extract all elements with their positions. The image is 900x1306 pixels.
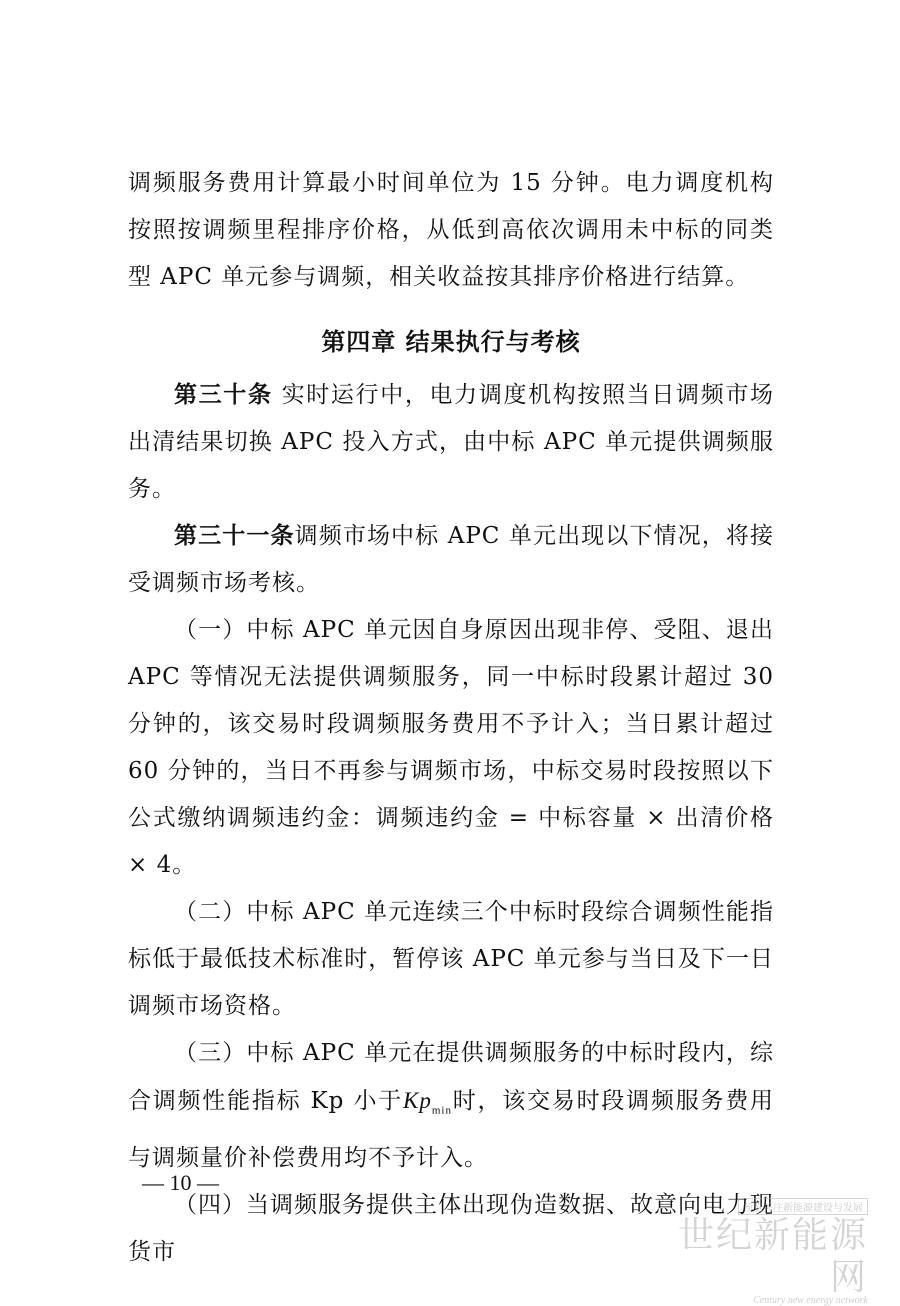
chapter-heading: 第四章 结果执行与考核 [321,328,581,356]
article-31-label: 第三十一条 [174,523,295,549]
body-text-main [128,372,774,1276]
kp-min-formula [403,1088,452,1117]
watermark-logo [658,1196,868,1306]
item-3 [128,1030,774,1182]
continued-paragraph: 调频服务费用计算最小时间单位为 15 分钟。电力调度机构按照按调频里程排序价格，从低到高依次调用未中标的同类型 APC 单元参与调频，相关收益按其排序价格进行结算。 [128,170,774,290]
article-30-text: 实时运行中，电力调度机构按照当日调频市场出清结果切换 APC 投入方式，由中标 APC 单元提供调频服务。 [128,382,775,502]
formula-main: Kp [403,1088,432,1113]
item-1: （一）中标 APC 单元因自身原因出现非停、受阻、退出 APC 等情况无法提供调频服务，同一中标时段累计超过 30 分钟的，该交易时段调频服务费用不予计入；当日累计超过 60 分钟的，当日不再参与调频市场，中标交易时段按照以下公式缴纳调频违约金：调频违约金 = 中标容量 × 出清价格 × 4。 [128,617,774,878]
formula-subscript: min [431,1104,452,1117]
item-2: （二）中标 APC 单元连续三个中标时段综合调频性能指标低于最低技术标准时，暂停该 APC 单元参与当日及下一日调频市场资格。 [128,899,774,1019]
body-text-top [128,160,774,301]
article-31 [128,513,774,607]
item-3-before: （三）中标 APC 单元在提供调频服务的中标时段内，综合调频性能指标 Kp 小于 [128,1040,774,1114]
item-4: （四）当调频服务提供主体出现伪造数据、故意向电力现货市 [128,1191,774,1265]
article-30 [128,372,774,513]
watermark-title: 世纪新能源网 [677,1215,868,1298]
watermark-slogan: 预览关注新能源建设与发展 [738,1198,868,1215]
article-30-label: 第三十条 [174,382,273,408]
watermark-subtitle: Century new energy network [753,1295,868,1306]
page-number: — 10 — [142,1170,219,1195]
article-31-text: 调频市场中标 APC 单元出现以下情况，将接受调频市场考核。 [128,523,775,596]
item-3-after: 时，该交易时段调频服务费用与调频量价补偿费用均不予计入。 [128,1088,775,1171]
